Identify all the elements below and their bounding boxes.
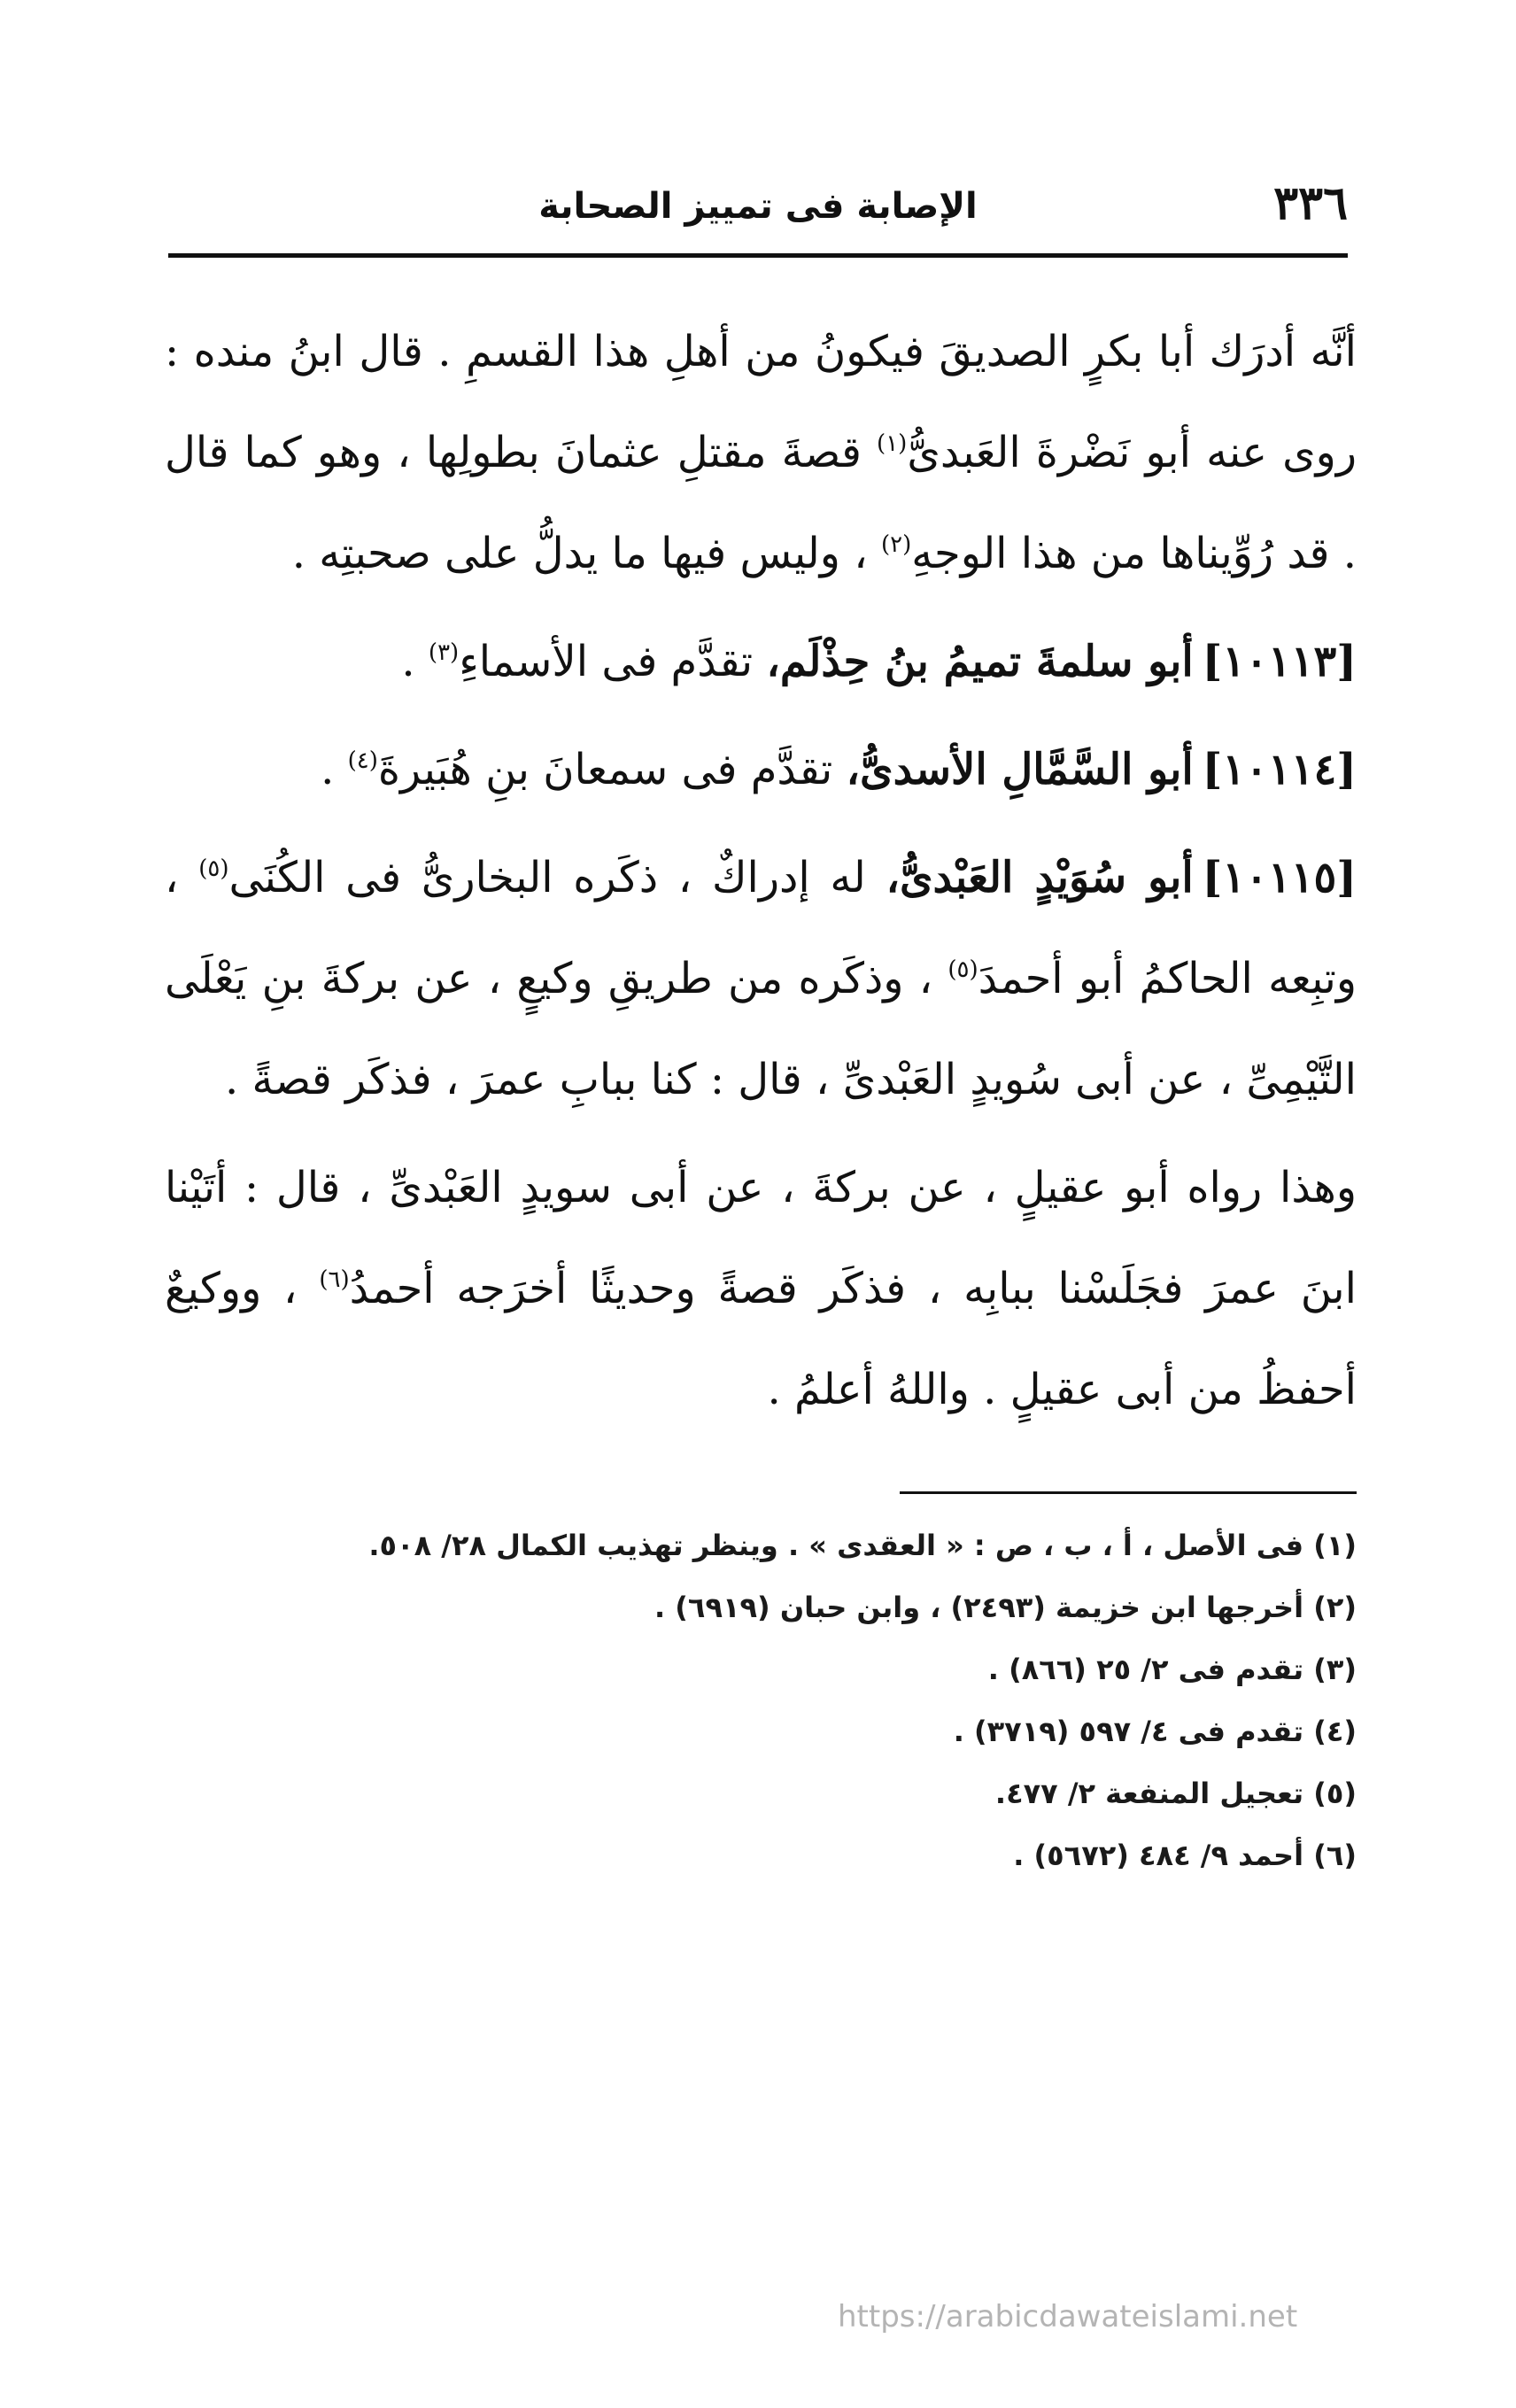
running-title: الإصابة فى تمييز الصحابة [538,186,978,227]
footnote-4: (٤) تقدم فى ٤/ ٥٩٧ (٣٧١٩) . [953,1715,1357,1748]
entry-10113: [١٠١١٣]أبو سلمةَ تميمُ بنُ حِذْلَم، تقدَّم فى الأسماءِ$^{(٣)}$ . [401,637,1357,686]
page-number: ٣٣٦ [1273,176,1348,230]
entry-name: أبو سُوَيْدٍ العَبْدىُّ، [886,853,1194,902]
footnote-6: (٦) أحمد ٩/ ٤٨٤ (٥٦٧٢) . [1013,1839,1357,1872]
footnote-ref[interactable]: (٢) [881,531,912,558]
entry-number: [١٠١١٣] [1202,637,1357,686]
entry-10114: [١٠١١٤]أبو السَّمَّالِ الأسدىُّ، تقدَّم فى سمعانَ بنِ هُبَيرةَ$^{(٤)}$ . [321,745,1357,794]
footnote-5: (٥) تعجيل المنفعة ٢/ ٤٧٧. [994,1777,1357,1810]
footnote-3: (٣) تقدم فى ٢/ ٢٥ (٨٦٦) . [987,1653,1357,1686]
footnote-1: (١) فى الأصل ، أ ، ب ، ص : « العقدى » . وينظر تهذيب الكمال ٢٨/ ٥٠٨. [368,1529,1357,1562]
paragraph-intro: أنَّه أدرَك أبا بكرٍ الصديقَ فيكونُ من أهلِ هذا القسمِ . قال ابنُ منده : روى عنه أبو نَضْرةَ العَبدىُّ$^{(١)}$ قصةَ مقتلِ عثمانَ بطولِها ، وهو كما قال . قد رُوِّيناها من هذا الوجهِ$^{(٢)}$ ، وليس فيها ما يدلُّ على صحبتِه . [165,327,1357,578]
footnote-ref[interactable]: (٥) [198,856,229,882]
footnote-ref[interactable]: (٣) [428,639,460,666]
paragraph-final: وهذا رواه أبو عقيلٍ ، عن بركةَ ، عن أبى سويدٍ العَبْدىِّ ، قال : أتَيْنا ابنَ عمرَ فجَلَسْنا ببابِه ، فذكَر قصةً وحديثًا أخرَجه أحمدُ$^{(٦)}$ ، ووكيعٌ أحفظُ من أبى عقيلٍ . واللهُ أعلمُ . [165,1163,1357,1414]
footnote-ref[interactable]: (١) [877,430,908,457]
footnote-ref[interactable]: (٥) [948,956,978,983]
entry-name: أبو سلمةَ تميمُ بنُ حِذْلَم، [766,637,1194,686]
main-text [165,301,1357,1447]
footnote-2: (٢) أخرجها ابن خزيمة (٢٤٩٣) ، وابن حبان (٦٩١٩) . [654,1591,1357,1624]
footnote-ref[interactable]: (٤) [347,747,378,774]
running-header [168,168,1348,239]
footnote-ref[interactable]: (٦) [319,1266,350,1293]
entry-10115: [١٠١١٥]أبو سُوَيْدٍ العَبْدىُّ، له إدراكٌ ، ذكَره البخارىُّ فى الكُنَى$^{(٥)}$ ، وتبِعه الحاكمُ أبو أحمدَ$^{(٥)}$ ، وذكَره من طريقِ وكيعٍ ، عن بركةَ بنِ يَعْلَى التَّيْمِىِّ ، عن أبى سُويدٍ العَبْدىِّ ، قال : كنا ببابِ عمرَ ، فذكَر قصةً . [165,853,1357,1104]
entry-number: [١٠١١٤] [1202,745,1357,794]
footnote-rule [900,1491,1357,1494]
header-rule [168,253,1348,258]
watermark-url: https://arabicdawateislami.net [838,2299,1298,2334]
entry-number: [١٠١١٥] [1202,853,1357,902]
entry-name: أبو السَّمَّالِ الأسدىُّ، [846,745,1194,794]
footnotes [266,1514,1357,1886]
